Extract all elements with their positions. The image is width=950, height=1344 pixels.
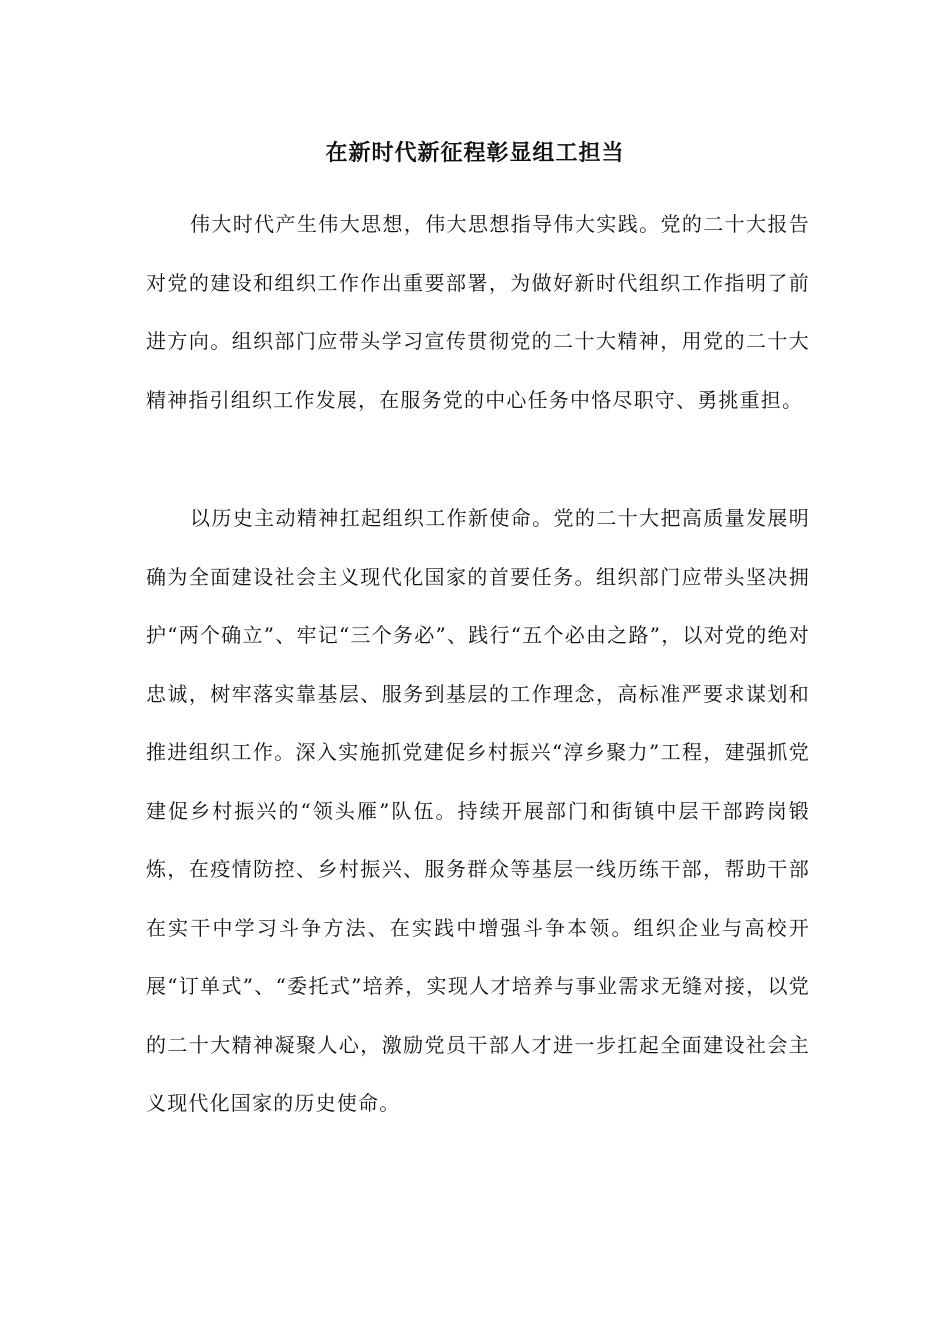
paragraph-1: 伟大时代产生伟大思想，伟大思想指导伟大实践。党的二十大报告对党的建设和组织工作作出重要部署，为做好新时代组织工作指明了前进方向。组织部门应带头学习宣传贯彻党的二十大精神，用党的二十大精神指引组织工作发展，在服务党的中心任务中恪尽职守、勇挑重担。 [146, 212, 810, 412]
paragraph-2: 以历史主动精神扛起组织工作新使命。党的二十大把高质量发展明确为全面建设社会主义现代化国家的首要任务。组织部门应带头坚决拥护“两个确立”、牢记“三个务必”、践行“五个必由之路”，以对党的绝对忠诚，树牢落实靠基层、服务到基层的工作理念，高标准严要求谋划和推进组织工作。深入实施抓党建促乡村振兴“淳乡聚力”工程，建强抓党建促乡村振兴的“领头雁”队伍。持续开展部门和街镇中层干部跨岗锻炼，在疫情防控、乡村振兴、服务群众等基层一线历练干部，帮助干部在实干中学习斗争方法、在实践中增强斗争本领。组织企业与高校开展“订单式”、“委托式”培养，实现人才培养与事业需求无缝对接，以党的二十大精神凝聚人心，激励党员干部人才进一步扛起全面建设社会主义现代化国家的历史使命。 [146, 506, 810, 1115]
document-title: 在新时代新征程彰显组工担当 [325, 140, 625, 166]
